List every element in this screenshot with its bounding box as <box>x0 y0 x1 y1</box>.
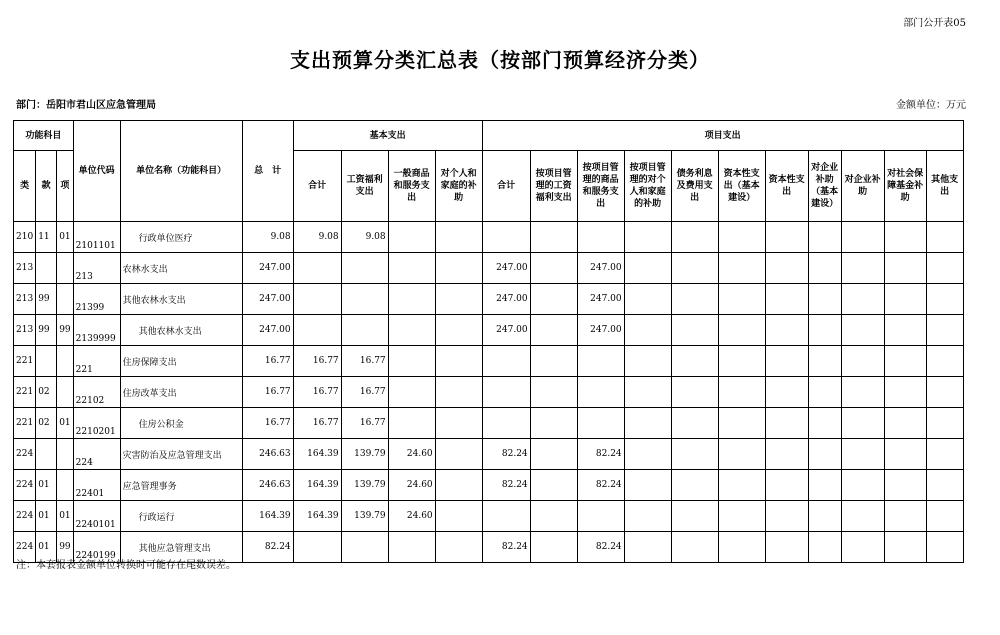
cell-personal <box>435 470 482 501</box>
cell-lei: 213 <box>14 315 36 346</box>
cell-kuan: 01 <box>36 501 57 532</box>
cell-kuan <box>36 253 57 284</box>
cell-proj-salary <box>530 315 577 346</box>
cell-salary: 139.79 <box>341 501 388 532</box>
cell-ent-basic <box>808 315 841 346</box>
cell-lei: 224 <box>14 532 36 563</box>
cell-total: 247.00 <box>242 253 293 284</box>
cell-unit-name: 其他农林水支出 <box>120 315 242 346</box>
cell-lei: 224 <box>14 501 36 532</box>
header-social: 对社会保障基金补助 <box>884 151 926 222</box>
cell-capital-basic <box>718 284 765 315</box>
cell-unit-name: 住房公积金 <box>120 408 242 439</box>
cell-proj-total: 247.00 <box>482 284 530 315</box>
cell-proj-total <box>482 501 530 532</box>
cell-goods <box>388 315 435 346</box>
cell-proj-total: 82.24 <box>482 470 530 501</box>
cell-proj-personal <box>624 532 671 563</box>
table-header <box>14 121 964 222</box>
cell-xiang: 99 <box>57 315 73 346</box>
cell-proj-total: 82.24 <box>482 439 530 470</box>
cell-lei: 224 <box>14 439 36 470</box>
cell-debt <box>671 346 718 377</box>
header-salary: 工资福利支出 <box>341 151 388 222</box>
table-row <box>14 222 964 253</box>
cell-personal <box>435 253 482 284</box>
cell-ent <box>841 439 884 470</box>
cell-ent-basic <box>808 253 841 284</box>
cell-kuan: 99 <box>36 284 57 315</box>
cell-proj-salary <box>530 439 577 470</box>
cell-total: 164.39 <box>242 501 293 532</box>
cell-kuan: 02 <box>36 377 57 408</box>
cell-capital-basic <box>718 377 765 408</box>
cell-goods: 24.60 <box>388 501 435 532</box>
cell-proj-personal <box>624 315 671 346</box>
cell-xiang <box>57 284 73 315</box>
cell-proj-total: 247.00 <box>482 315 530 346</box>
cell-salary: 139.79 <box>341 439 388 470</box>
cell-proj-personal <box>624 253 671 284</box>
cell-unit-code: 213 <box>73 253 120 284</box>
header-xiang: 项 <box>57 151 73 222</box>
cell-salary: 9.08 <box>341 222 388 253</box>
header-lei: 类 <box>14 151 36 222</box>
cell-ent <box>841 532 884 563</box>
cell-capital-basic <box>718 470 765 501</box>
cell-proj-personal <box>624 439 671 470</box>
cell-kuan <box>36 439 57 470</box>
form-code: 部门公开表05 <box>903 18 966 29</box>
cell-proj-total <box>482 408 530 439</box>
table-row <box>14 501 964 532</box>
cell-basic-total: 164.39 <box>293 501 341 532</box>
cell-capital <box>765 439 808 470</box>
cell-unit-code: 22102 <box>73 377 120 408</box>
cell-capital-basic <box>718 532 765 563</box>
cell-xiang <box>57 253 73 284</box>
cell-unit-name: 行政运行 <box>120 501 242 532</box>
table-row <box>14 439 964 470</box>
cell-xiang: 01 <box>57 501 73 532</box>
cell-kuan: 01 <box>36 532 57 563</box>
cell-goods: 24.60 <box>388 439 435 470</box>
cell-ent-basic <box>808 284 841 315</box>
cell-unit-code: 22401 <box>73 470 120 501</box>
cell-ent-basic <box>808 346 841 377</box>
cell-other <box>926 408 963 439</box>
cell-debt <box>671 315 718 346</box>
cell-proj-personal <box>624 408 671 439</box>
cell-xiang <box>57 439 73 470</box>
cell-capital <box>765 532 808 563</box>
cell-basic-total <box>293 532 341 563</box>
header-basic-total: 合计 <box>293 151 341 222</box>
cell-unit-code: 2139999 <box>73 315 120 346</box>
cell-proj-salary <box>530 284 577 315</box>
cell-kuan: 11 <box>36 222 57 253</box>
cell-proj-salary <box>530 470 577 501</box>
cell-xiang: 99 <box>57 532 73 563</box>
cell-personal <box>435 408 482 439</box>
cell-capital <box>765 315 808 346</box>
footnote: 注：本套报表金额单位转换时可能存在尾数误差。 <box>16 560 236 571</box>
header-capital-basic: 资本性支出（基本建设） <box>718 151 765 222</box>
cell-proj-salary <box>530 222 577 253</box>
cell-unit-code: 2240199 <box>73 532 120 563</box>
cell-other <box>926 501 963 532</box>
cell-unit-code: 221 <box>73 346 120 377</box>
cell-unit-name: 住房改革支出 <box>120 377 242 408</box>
cell-ent-basic <box>808 439 841 470</box>
amount-unit: 金额单位：万元 <box>896 100 966 111</box>
cell-lei: 224 <box>14 470 36 501</box>
cell-capital <box>765 501 808 532</box>
cell-proj-salary <box>530 501 577 532</box>
cell-kuan: 99 <box>36 315 57 346</box>
cell-ent <box>841 408 884 439</box>
cell-social <box>884 346 926 377</box>
cell-social <box>884 439 926 470</box>
cell-basic-total <box>293 253 341 284</box>
cell-social <box>884 377 926 408</box>
cell-other <box>926 532 963 563</box>
cell-basic-total: 16.77 <box>293 377 341 408</box>
cell-proj-personal <box>624 470 671 501</box>
cell-debt <box>671 253 718 284</box>
cell-proj-personal <box>624 377 671 408</box>
cell-capital <box>765 346 808 377</box>
cell-ent <box>841 346 884 377</box>
cell-personal <box>435 284 482 315</box>
cell-goods <box>388 532 435 563</box>
header-ent: 对企业补助 <box>841 151 884 222</box>
cell-total: 246.63 <box>242 470 293 501</box>
cell-other <box>926 315 963 346</box>
cell-unit-name: 行政单位医疗 <box>120 222 242 253</box>
cell-lei: 213 <box>14 284 36 315</box>
cell-proj-salary <box>530 532 577 563</box>
header-proj-total: 合计 <box>482 151 530 222</box>
cell-unit-code: 224 <box>73 439 120 470</box>
cell-capital-basic <box>718 439 765 470</box>
cell-goods: 24.60 <box>388 470 435 501</box>
cell-proj-total: 82.24 <box>482 532 530 563</box>
cell-proj-goods <box>577 222 624 253</box>
cell-proj-goods: 82.24 <box>577 439 624 470</box>
cell-salary: 16.77 <box>341 408 388 439</box>
cell-ent <box>841 284 884 315</box>
cell-total: 16.77 <box>242 377 293 408</box>
cell-personal <box>435 346 482 377</box>
cell-kuan: 02 <box>36 408 57 439</box>
header-project: 项目支出 <box>482 121 963 151</box>
cell-ent-basic <box>808 408 841 439</box>
cell-personal <box>435 439 482 470</box>
cell-total: 9.08 <box>242 222 293 253</box>
cell-unit-name: 应急管理事务 <box>120 470 242 501</box>
cell-personal <box>435 501 482 532</box>
cell-capital <box>765 284 808 315</box>
cell-lei: 221 <box>14 377 36 408</box>
cell-total: 16.77 <box>242 408 293 439</box>
cell-proj-total <box>482 222 530 253</box>
expenditure-table <box>13 120 964 563</box>
cell-capital-basic <box>718 408 765 439</box>
cell-proj-goods <box>577 501 624 532</box>
cell-proj-personal <box>624 222 671 253</box>
header-unit-name: 单位名称（功能科目） <box>120 121 242 222</box>
cell-xiang <box>57 470 73 501</box>
department-label: 部门：岳阳市君山区应急管理局 <box>16 100 156 111</box>
cell-proj-goods: 82.24 <box>577 470 624 501</box>
cell-capital <box>765 377 808 408</box>
cell-debt <box>671 222 718 253</box>
table-row <box>14 253 964 284</box>
cell-proj-salary <box>530 408 577 439</box>
table-body <box>14 222 964 563</box>
table-row <box>14 284 964 315</box>
cell-ent-basic <box>808 222 841 253</box>
cell-other <box>926 470 963 501</box>
cell-other <box>926 377 963 408</box>
cell-salary: 139.79 <box>341 470 388 501</box>
header-personal: 对个人和家庭的补助 <box>435 151 482 222</box>
header-other: 其他支出 <box>926 151 963 222</box>
cell-salary <box>341 284 388 315</box>
cell-proj-personal <box>624 346 671 377</box>
cell-debt <box>671 501 718 532</box>
cell-basic-total: 164.39 <box>293 470 341 501</box>
cell-capital <box>765 470 808 501</box>
cell-lei: 210 <box>14 222 36 253</box>
header-goods: 一般商品和服务支出 <box>388 151 435 222</box>
header-proj-salary: 按项目管理的工资福利支出 <box>530 151 577 222</box>
header-basic: 基本支出 <box>293 121 482 151</box>
cell-capital-basic <box>718 253 765 284</box>
cell-goods <box>388 377 435 408</box>
cell-ent-basic <box>808 532 841 563</box>
cell-total: 16.77 <box>242 346 293 377</box>
cell-xiang: 01 <box>57 222 73 253</box>
cell-other <box>926 346 963 377</box>
table-row <box>14 377 964 408</box>
cell-proj-goods: 247.00 <box>577 284 624 315</box>
cell-debt <box>671 439 718 470</box>
cell-basic-total <box>293 284 341 315</box>
cell-ent <box>841 377 884 408</box>
cell-capital <box>765 222 808 253</box>
table-row <box>14 470 964 501</box>
cell-xiang <box>57 377 73 408</box>
cell-personal <box>435 377 482 408</box>
cell-unit-name: 农林水支出 <box>120 253 242 284</box>
cell-other <box>926 439 963 470</box>
cell-capital-basic <box>718 315 765 346</box>
cell-kuan: 01 <box>36 470 57 501</box>
cell-unit-name: 住房保障支出 <box>120 346 242 377</box>
cell-goods <box>388 222 435 253</box>
cell-lei: 213 <box>14 253 36 284</box>
cell-total: 82.24 <box>242 532 293 563</box>
cell-basic-total: 16.77 <box>293 346 341 377</box>
cell-ent-basic <box>808 501 841 532</box>
cell-proj-goods <box>577 346 624 377</box>
cell-basic-total: 164.39 <box>293 439 341 470</box>
cell-other <box>926 284 963 315</box>
cell-capital <box>765 253 808 284</box>
cell-salary: 16.77 <box>341 346 388 377</box>
cell-debt <box>671 470 718 501</box>
cell-debt <box>671 408 718 439</box>
cell-unit-code: 21399 <box>73 284 120 315</box>
cell-capital <box>765 408 808 439</box>
cell-social <box>884 284 926 315</box>
header-proj-personal: 按项目管理的对个人和家庭的补助 <box>624 151 671 222</box>
cell-ent <box>841 315 884 346</box>
cell-personal <box>435 315 482 346</box>
cell-proj-goods: 82.24 <box>577 532 624 563</box>
cell-proj-personal <box>624 501 671 532</box>
cell-debt <box>671 532 718 563</box>
cell-proj-total <box>482 346 530 377</box>
cell-salary <box>341 532 388 563</box>
cell-proj-total <box>482 377 530 408</box>
cell-proj-salary <box>530 346 577 377</box>
cell-goods <box>388 253 435 284</box>
cell-capital-basic <box>718 346 765 377</box>
cell-debt <box>671 377 718 408</box>
cell-proj-total: 247.00 <box>482 253 530 284</box>
table-row <box>14 346 964 377</box>
cell-salary <box>341 253 388 284</box>
cell-basic-total: 9.08 <box>293 222 341 253</box>
cell-total: 247.00 <box>242 315 293 346</box>
cell-social <box>884 222 926 253</box>
header-ent-basic: 对企业补助（基本建设） <box>808 151 841 222</box>
cell-ent <box>841 253 884 284</box>
cell-social <box>884 315 926 346</box>
header-kuan: 款 <box>36 151 57 222</box>
cell-personal <box>435 222 482 253</box>
cell-proj-salary <box>530 253 577 284</box>
cell-social <box>884 470 926 501</box>
cell-goods <box>388 408 435 439</box>
cell-basic-total <box>293 315 341 346</box>
cell-social <box>884 253 926 284</box>
header-debt: 债务利息及费用支出 <box>671 151 718 222</box>
cell-capital-basic <box>718 501 765 532</box>
cell-unit-code: 2101101 <box>73 222 120 253</box>
header-func-subject: 功能科目 <box>14 121 74 151</box>
cell-ent-basic <box>808 377 841 408</box>
cell-unit-code: 2240101 <box>73 501 120 532</box>
cell-ent <box>841 470 884 501</box>
cell-other <box>926 222 963 253</box>
cell-proj-salary <box>530 377 577 408</box>
table-row <box>14 315 964 346</box>
cell-salary: 16.77 <box>341 377 388 408</box>
cell-lei: 221 <box>14 408 36 439</box>
cell-total: 246.63 <box>242 439 293 470</box>
header-capital: 资本性支出 <box>765 151 808 222</box>
cell-ent-basic <box>808 470 841 501</box>
header-proj-goods: 按项目管理的商品和服务支出 <box>577 151 624 222</box>
cell-capital-basic <box>718 222 765 253</box>
cell-ent <box>841 501 884 532</box>
cell-proj-goods: 247.00 <box>577 253 624 284</box>
cell-salary <box>341 315 388 346</box>
cell-basic-total: 16.77 <box>293 408 341 439</box>
cell-proj-goods: 247.00 <box>577 315 624 346</box>
cell-debt <box>671 284 718 315</box>
cell-goods <box>388 346 435 377</box>
cell-xiang <box>57 346 73 377</box>
header-total: 总 计 <box>242 121 293 222</box>
cell-kuan <box>36 346 57 377</box>
cell-xiang: 01 <box>57 408 73 439</box>
cell-ent <box>841 222 884 253</box>
cell-unit-name: 灾害防治及应急管理支出 <box>120 439 242 470</box>
cell-social <box>884 408 926 439</box>
cell-proj-personal <box>624 284 671 315</box>
cell-lei: 221 <box>14 346 36 377</box>
cell-unit-name: 其他应急管理支出 <box>120 532 242 563</box>
table-row <box>14 408 964 439</box>
cell-social <box>884 532 926 563</box>
cell-goods <box>388 284 435 315</box>
cell-proj-goods <box>577 377 624 408</box>
header-unit-code: 单位代码 <box>73 121 120 222</box>
cell-total: 247.00 <box>242 284 293 315</box>
cell-other <box>926 253 963 284</box>
cell-personal <box>435 532 482 563</box>
cell-proj-goods <box>577 408 624 439</box>
cell-unit-name: 其他农林水支出 <box>120 284 242 315</box>
cell-unit-code: 2210201 <box>73 408 120 439</box>
page-title: 支出预算分类汇总表（按部门预算经济分类） <box>290 48 710 72</box>
cell-social <box>884 501 926 532</box>
